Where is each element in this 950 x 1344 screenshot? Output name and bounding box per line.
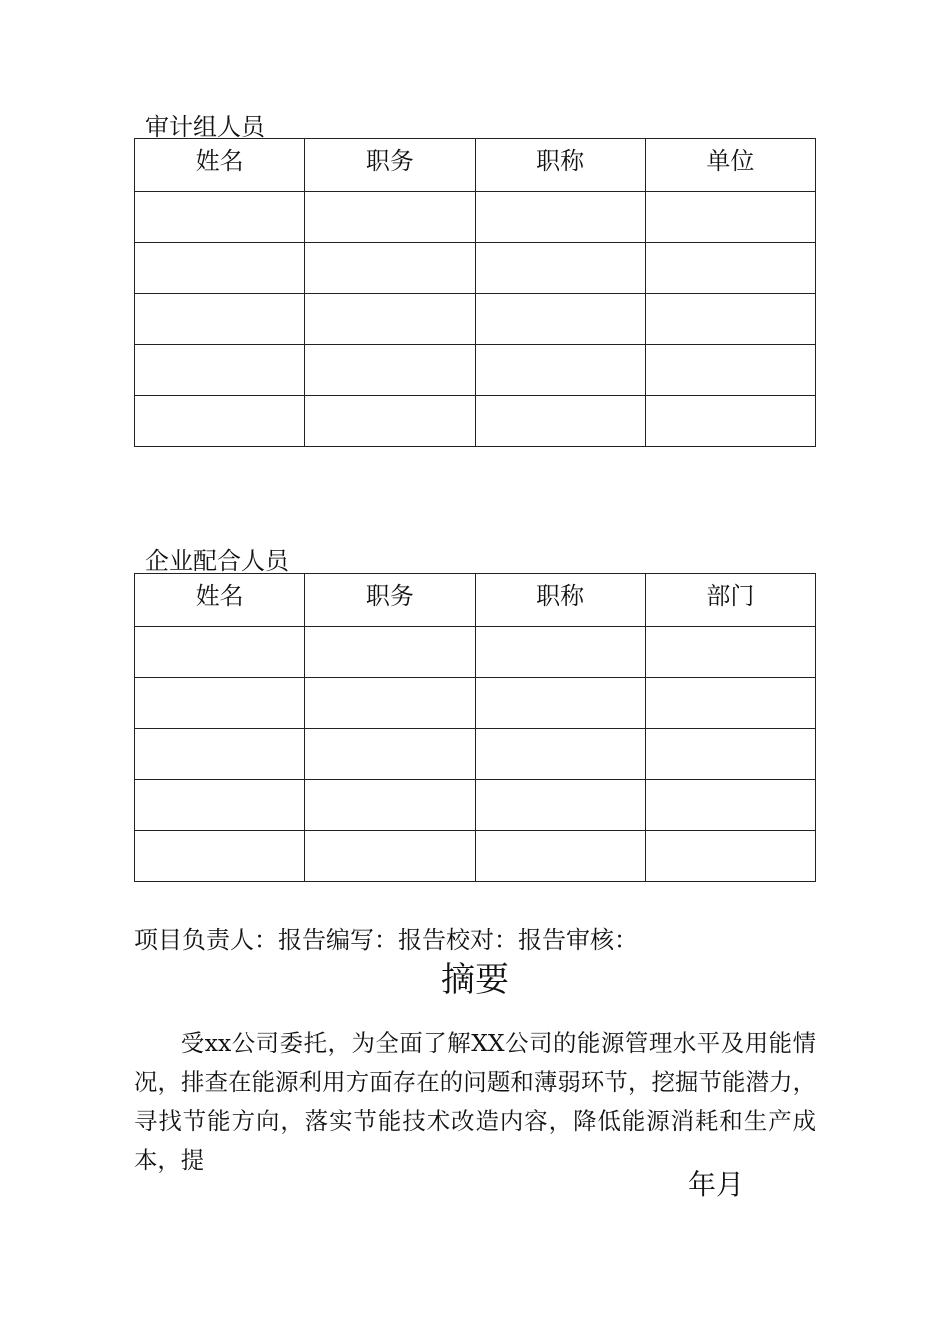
table-cell (645, 345, 815, 396)
column-header-title: 职称 (475, 139, 645, 192)
table-header-row (135, 574, 816, 627)
table-row (135, 345, 816, 396)
abstract-title: 摘要 (441, 960, 509, 1000)
table-cell (135, 627, 305, 678)
table-cell (645, 678, 815, 729)
enterprise-team-table (134, 573, 816, 882)
table-cell (305, 780, 475, 831)
table-row (135, 678, 816, 729)
table-cell (475, 243, 645, 294)
table-cell (135, 729, 305, 780)
abstract-body: 受xx公司委托，为全面了解XX公司的能源管理水平及用能情况，排查在能源利用方面存在的问题和薄弱环节，挖掘节能潜力，寻找节能方向，落实节能技术改造内容，降低能源消耗和生产成本，提 (134, 1029, 816, 1174)
table-row (135, 396, 816, 447)
table-cell (305, 396, 475, 447)
table-cell (135, 831, 305, 882)
column-header-position: 职务 (305, 139, 475, 192)
table-row (135, 294, 816, 345)
table-cell (475, 192, 645, 243)
column-header-name: 姓名 (135, 139, 305, 192)
table-cell (305, 678, 475, 729)
table-cell (475, 780, 645, 831)
audit-team-table (134, 138, 816, 447)
table-row (135, 192, 816, 243)
table-row (135, 243, 816, 294)
table-cell (475, 729, 645, 780)
signoff-line: 项目负责人：报告编写：报告校对：报告审核： (134, 926, 638, 954)
table-cell (305, 627, 475, 678)
table-cell (305, 243, 475, 294)
table-cell (645, 780, 815, 831)
table-cell (645, 729, 815, 780)
table-cell (135, 345, 305, 396)
table-header-row (135, 139, 816, 192)
table-cell (475, 345, 645, 396)
table-cell (645, 192, 815, 243)
table-cell (475, 294, 645, 345)
table-cell (135, 678, 305, 729)
table-cell (645, 627, 815, 678)
table-cell (305, 192, 475, 243)
table-row (135, 729, 816, 780)
table-cell (645, 831, 815, 882)
table-row (135, 831, 816, 882)
column-header-unit: 单位 (645, 139, 815, 192)
table-cell (475, 627, 645, 678)
table-cell (475, 678, 645, 729)
table-row (135, 627, 816, 678)
table-cell (305, 294, 475, 345)
table-row (135, 780, 816, 831)
table-cell (475, 831, 645, 882)
audit-team-title: 审计组人员 (145, 113, 265, 141)
column-header-position: 职务 (305, 574, 475, 627)
column-header-name: 姓名 (135, 574, 305, 627)
table-cell (645, 294, 815, 345)
table-cell (135, 243, 305, 294)
table-cell (645, 396, 815, 447)
table-cell (135, 780, 305, 831)
table-cell (305, 729, 475, 780)
table-cell (305, 831, 475, 882)
table-cell (135, 396, 305, 447)
table-cell (135, 192, 305, 243)
column-header-department: 部门 (645, 574, 815, 627)
table-cell (475, 396, 645, 447)
date-label: 年月 (688, 1168, 745, 1201)
table-cell (305, 345, 475, 396)
column-header-title: 职称 (475, 574, 645, 627)
enterprise-team-title: 企业配合人员 (145, 547, 289, 575)
table-cell (645, 243, 815, 294)
table-cell (135, 294, 305, 345)
